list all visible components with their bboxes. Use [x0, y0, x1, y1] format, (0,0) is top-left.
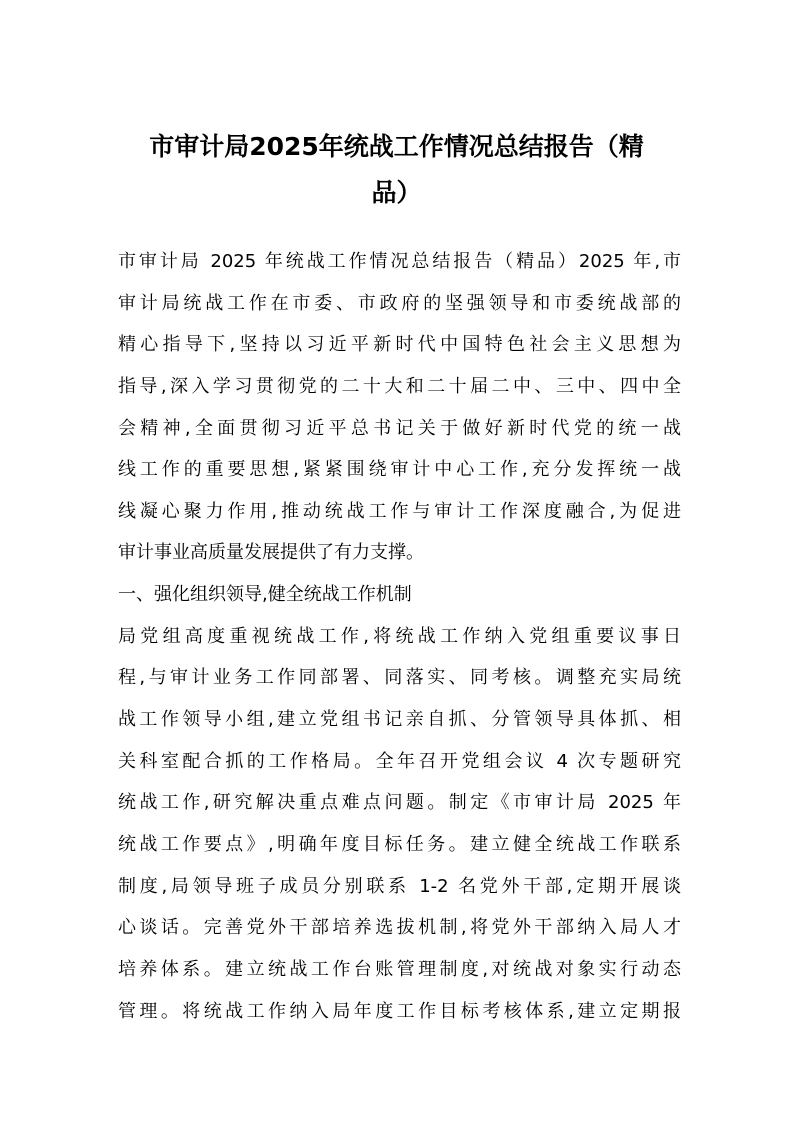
paragraph-line: 制度,局领导班子成员分别联系 1-2 名党外干部,定期开展谈 [118, 875, 681, 897]
document-title [100, 124, 693, 216]
paragraph-line: 培养体系。建立统战工作台账管理制度,对统战对象实行动态 [118, 958, 681, 980]
paragraph-line: 程,与审计业务工作同部署、同落实、同考核。调整充实局统 [118, 667, 681, 689]
paragraph-line: 线凝心聚力作用,推动统战工作与审计工作深度融合,为促进 [118, 500, 681, 522]
paragraph-line: 心谈话。完善党外干部培养选拔机制,将党外干部纳入局人才 [118, 917, 681, 939]
paragraph-line: 统战工作要点》,明确年度目标任务。建立健全统战工作联系 [118, 833, 681, 855]
title-line-2: 品） [371, 178, 422, 207]
paragraph-line: 精心指导下,坚持以习近平新时代中国特色社会主义思想为 [118, 334, 681, 356]
paragraph-line: 战工作领导小组,建立党组书记亲自抓、分管领导具体抓、相 [118, 709, 681, 731]
paragraph-line: 指导,深入学习贯彻党的二十大和二十届二中、三中、四中全 [118, 375, 681, 397]
section-heading: 一、强化组织领导,健全统战工作机制 [118, 584, 412, 606]
paragraph-line: 审计局统战工作在市委、市政府的坚强领导和市委统战部的 [118, 292, 681, 314]
paragraph-line: 线工作的重要思想,紧紧围绕审计中心工作,充分发挥统一战 [118, 459, 681, 481]
paragraph-line: 市审计局 2025 年统战工作情况总结报告（精品）2025 年,市 [118, 251, 681, 272]
paragraph-line: 审计事业高质量发展提供了有力支撑。 [118, 542, 424, 564]
paragraph-line: 统战工作,研究解决重点难点问题。制定《市审计局 2025 年 [118, 792, 681, 814]
paragraph-line: 管理。将统战工作纳入局年度工作目标考核体系,建立定期报 [118, 1000, 681, 1022]
paragraph-line: 关科室配合抓的工作格局。全年召开党组会议 4 次专题研究 [118, 750, 681, 772]
title-line-1: 市审计局2025年统战工作情况总结报告（精 [149, 132, 644, 161]
document-body [118, 241, 681, 1032]
paragraph-line: 局党组高度重视统战工作,将统战工作纳入党组重要议事日 [118, 625, 681, 647]
paragraph-line: 会精神,全面贯彻习近平总书记关于做好新时代党的统一战 [118, 417, 681, 439]
